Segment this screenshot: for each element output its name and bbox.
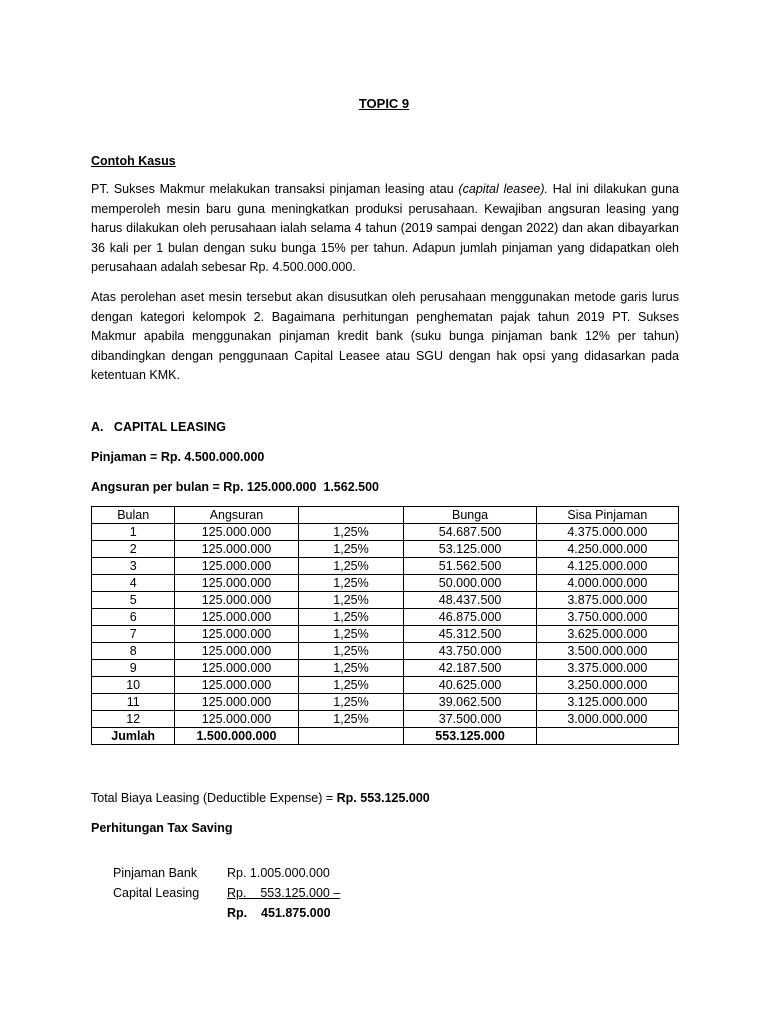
table-row — [92, 660, 679, 677]
cell-bunga: 54.687.500 — [404, 524, 536, 541]
total-biaya-label: Total Biaya Leasing (Deductible Expense) = — [91, 791, 337, 805]
header-rate — [298, 507, 404, 524]
leasing-label: Capital Leasing — [113, 886, 200, 900]
table-row — [92, 626, 679, 643]
total-sisa — [536, 728, 678, 745]
cell-rate: 1,25% — [298, 541, 404, 558]
angsuran-line: Angsuran per bulan = Rp. 125.000.000 1.562.500 — [91, 480, 379, 494]
cell-sisa: 3.375.000.000 — [536, 660, 678, 677]
tax-saving-heading: Perhitungan Tax Saving — [91, 821, 233, 835]
cell-bulan: 10 — [92, 677, 175, 694]
cell-bunga: 40.625.000 — [404, 677, 536, 694]
cell-sisa: 4.125.000.000 — [536, 558, 678, 575]
header-bunga: Bunga — [404, 507, 536, 524]
cell-angsuran: 125.000.000 — [175, 660, 298, 677]
cell-sisa: 3.000.000.000 — [536, 711, 678, 728]
table-row — [92, 592, 679, 609]
cell-rate: 1,25% — [298, 694, 404, 711]
total-rate — [298, 728, 404, 745]
cell-rate: 1,25% — [298, 626, 404, 643]
cell-bulan: 8 — [92, 643, 175, 660]
cell-sisa: 3.250.000.000 — [536, 677, 678, 694]
cell-sisa: 3.625.000.000 — [536, 626, 678, 643]
section-a-heading: A. CAPITAL LEASING — [91, 420, 226, 434]
cell-angsuran: 125.000.000 — [175, 541, 298, 558]
paragraph-1-start: PT. Sukses Makmur melakukan transaksi pinjaman leasing atau — [91, 182, 459, 196]
table-row — [92, 677, 679, 694]
cell-angsuran: 125.000.000 — [175, 643, 298, 660]
cell-rate: 1,25% — [298, 711, 404, 728]
table-header-row — [92, 507, 679, 524]
cell-bunga: 48.437.500 — [404, 592, 536, 609]
cell-bunga: 51.562.500 — [404, 558, 536, 575]
case-heading: Contoh Kasus — [91, 154, 176, 168]
total-angsuran: 1.500.000.000 — [175, 728, 298, 745]
cell-angsuran: 125.000.000 — [175, 609, 298, 626]
table-row — [92, 609, 679, 626]
cell-bulan: 5 — [92, 592, 175, 609]
cell-bunga: 50.000.000 — [404, 575, 536, 592]
cell-rate: 1,25% — [298, 524, 404, 541]
cell-angsuran: 125.000.000 — [175, 524, 298, 541]
paragraph-2: Atas perolehan aset mesin tersebut akan disusutkan oleh perusahaan menggunakan metode garis lurus dengan kategori kelompok 2. Bagaimana perhitungan penghematan pajak tahun 2019 PT. Sukses Makmur apabila menggunakan pinjaman kredit bank (suku bunga pinjaman bank 12% per tahun) dibandingkan dengan penggunaan Capital Leasee atau SGU dengan hak opsi yang didasarkan pada ketentuan KMK. — [91, 290, 679, 382]
leasing-value: Rp. 553.125.000 – — [227, 886, 341, 900]
cell-angsuran: 125.000.000 — [175, 558, 298, 575]
cell-bulan: 3 — [92, 558, 175, 575]
cell-angsuran: 125.000.000 — [175, 694, 298, 711]
table-row — [92, 524, 679, 541]
cell-sisa: 3.875.000.000 — [536, 592, 678, 609]
total-biaya-line — [91, 791, 430, 805]
cell-angsuran: 125.000.000 — [175, 711, 298, 728]
total-biaya-value: Rp. 553.125.000 — [336, 791, 430, 805]
cell-bulan: 6 — [92, 609, 175, 626]
cell-bunga: 39.062.500 — [404, 694, 536, 711]
cell-rate: 1,25% — [298, 609, 404, 626]
pinjaman-line: Pinjaman = Rp. 4.500.000.000 — [91, 450, 265, 464]
table-row — [92, 643, 679, 660]
header-sisa-pinjaman: Sisa Pinjaman — [536, 507, 678, 524]
cell-bulan: 2 — [92, 541, 175, 558]
cell-rate: 1,25% — [298, 660, 404, 677]
total-bunga: 553.125.000 — [404, 728, 536, 745]
cell-sisa: 3.125.000.000 — [536, 694, 678, 711]
cell-sisa: 3.500.000.000 — [536, 643, 678, 660]
header-angsuran: Angsuran — [175, 507, 298, 524]
paragraph-1 — [91, 180, 679, 278]
cell-bunga: 53.125.000 — [404, 541, 536, 558]
cell-bunga: 42.187.500 — [404, 660, 536, 677]
header-bulan: Bulan — [92, 507, 175, 524]
cell-bulan: 4 — [92, 575, 175, 592]
table-row — [92, 558, 679, 575]
cell-bunga: 46.875.000 — [404, 609, 536, 626]
paragraph-1-italic: (capital leasee). — [458, 182, 549, 196]
cell-angsuran: 125.000.000 — [175, 592, 298, 609]
cell-bulan: 11 — [92, 694, 175, 711]
cell-bulan: 7 — [92, 626, 175, 643]
cell-bulan: 9 — [92, 660, 175, 677]
table-row — [92, 575, 679, 592]
cell-rate: 1,25% — [298, 575, 404, 592]
page-title: TOPIC 9 — [358, 96, 410, 111]
table-row — [92, 711, 679, 728]
total-label: Jumlah — [92, 728, 175, 745]
bank-value: Rp. 1.005.000.000 — [227, 866, 330, 880]
table-total-row — [92, 728, 679, 745]
cell-bulan: 1 — [92, 524, 175, 541]
cell-angsuran: 125.000.000 — [175, 677, 298, 694]
cell-bulan: 12 — [92, 711, 175, 728]
cell-rate: 1,25% — [298, 558, 404, 575]
cell-angsuran: 125.000.000 — [175, 575, 298, 592]
table-row — [92, 541, 679, 558]
cell-sisa: 4.375.000.000 — [536, 524, 678, 541]
saving-result: Rp. 451.875.000 — [227, 906, 331, 920]
cell-bunga: 45.312.500 — [404, 626, 536, 643]
cell-rate: 1,25% — [298, 643, 404, 660]
paragraph-1-end: Hal ini dilakukan guna memperoleh mesin baru guna meningkatkan produksi perusahaan. Kewajiban angsuran leasing yang harus dilakukan oleh perusahaan ialah selama 4 tahun (2019 sampai dengan 2022) dan akan dibayarkan 36 kali per 1 bulan dengan suku bunga 15% per tahun. Adapun jumlah pinjaman yang didapatkan oleh perusahaan adalah sebesar Rp. 4.500.000.000. — [91, 182, 679, 274]
cell-sisa: 4.250.000.000 — [536, 541, 678, 558]
cell-bunga: 43.750.000 — [404, 643, 536, 660]
cell-sisa: 3.750.000.000 — [536, 609, 678, 626]
cell-rate: 1,25% — [298, 677, 404, 694]
cell-sisa: 4.000.000.000 — [536, 575, 678, 592]
bank-label: Pinjaman Bank — [113, 866, 198, 880]
cell-bunga: 37.500.000 — [404, 711, 536, 728]
cell-angsuran: 125.000.000 — [175, 626, 298, 643]
table-row — [92, 694, 679, 711]
leasing-table — [91, 506, 679, 745]
cell-rate: 1,25% — [298, 592, 404, 609]
